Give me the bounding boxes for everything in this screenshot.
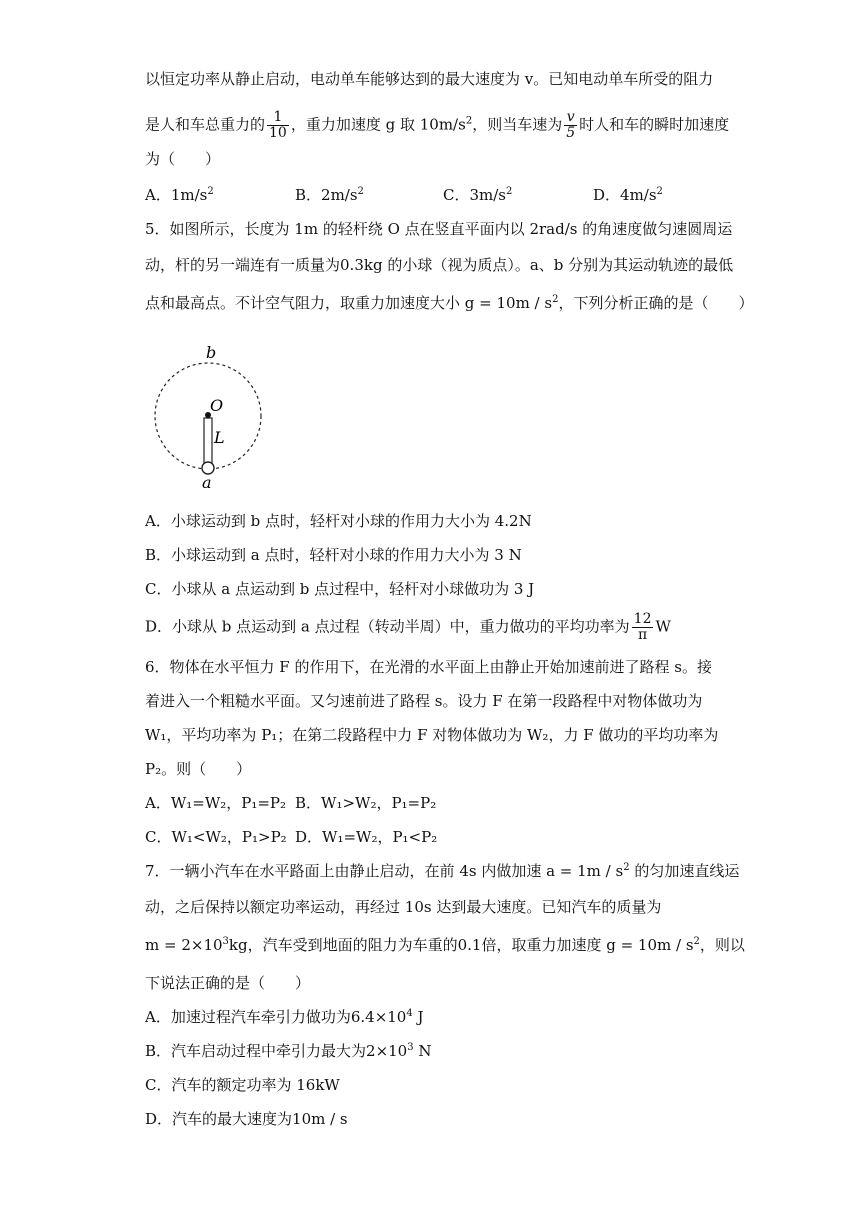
q4-option-d[interactable]: D．$4m/s^2$	[593, 186, 663, 204]
q7-option-c[interactable]: C．汽车的额定功率为 16kW	[145, 1076, 340, 1094]
q4-option-b[interactable]: B．$2m/s^2$	[295, 186, 364, 204]
circular-motion-figure	[140, 338, 280, 498]
q7-line-1: 7．一辆小汽车在水平路面上由静止启动，在前 4s 内做加速 $a = 1m / s^2$ 的匀加速直线运	[145, 862, 740, 880]
label-o: O	[210, 396, 224, 415]
q7-option-d[interactable]: D．汽车的最大速度为10m / s	[145, 1110, 348, 1128]
q6-line-4: P₂。则（ ）	[145, 760, 252, 778]
q7-option-a[interactable]: A．加速过程汽车牵引力做功为$6.4\times 10^4$ J	[145, 1008, 424, 1026]
fraction-v-over-5: $\frac{v}{5}$	[566, 109, 576, 141]
q5-option-d[interactable]: D．小球从 b 点运动到 a 点过程（转动半周）中，重力做功的平均功率为 $\frac{12}{\pi}$ W	[145, 611, 671, 643]
label-a: a	[202, 473, 212, 492]
q7-line-2: 动，之后保持以额定功率运动，再经过 10s 达到最大速度。已知汽车的质量为	[145, 898, 662, 916]
q4-line-3: 为（ ）	[145, 150, 221, 168]
q4-line-1: 以恒定功率从静止启动，电动单车能够达到的最大速度为 v。已知电动单车所受的阻力	[145, 70, 714, 88]
q6-line-1: 6．物体在水平恒力 F 的作用下，在光滑的水平面上由静止开始加速前进了路程 s。接	[145, 658, 712, 676]
q7-option-b[interactable]: B．汽车启动过程中牵引力最大为$2\times 10^3$ N	[145, 1042, 432, 1060]
q4-option-a[interactable]: A．$1m/s^2$	[145, 186, 214, 204]
q6-option-b[interactable]: B．W₁>W₂，P₁=P₂	[295, 794, 437, 812]
q4-line-2: 是人和车总重力的 $\frac{1}{10}$ ，重力加速度 g 取 $10m/s^2$，则当车速为 $\frac{v}{5}$ 时人和车的瞬时加速度	[145, 109, 730, 141]
label-l: L	[214, 428, 225, 447]
q5-option-b[interactable]: B．小球运动到 a 点时，轻杆对小球的作用力大小为 3 N	[145, 546, 522, 564]
q4-option-c[interactable]: C．$3m/s^2$	[443, 186, 513, 204]
light-rod	[204, 418, 212, 464]
q6-option-a[interactable]: A．W₁=W₂，P₁=P₂	[145, 794, 287, 812]
q7-line-3: $m = 2\times 10^3kg$，汽车受到地面的阻力为车重的0.1倍，取重力加速度 $g = 10m / s^2$，则以	[145, 936, 745, 954]
fraction-12-over-pi: $\frac{12}{\pi}$	[633, 611, 652, 643]
q6-option-c[interactable]: C．W₁<W₂，P₁>P₂	[145, 828, 287, 846]
fraction-one-tenth: $\frac{1}{10}$	[269, 109, 287, 141]
q5-line-1: 5．如图所示，长度为 1m 的轻杆绕 O 点在竖直平面内以 2rad/s 的角速度做匀速圆周运	[145, 220, 733, 238]
q5-line-3: 点和最高点。不计空气阻力，取重力加速度大小 $g = 10m / s^2$，下列分析正确的是（ ）	[145, 294, 754, 312]
q5-option-c[interactable]: C．小球从 a 点运动到 b 点过程中，轻杆对小球做功为 3 J	[145, 580, 535, 598]
q6-option-d[interactable]: D．W₁=W₂，P₁<P₂	[295, 828, 438, 846]
q5-line-2: 动，杆的另一端连有一质量为0.3kg 的小球（视为质点）。a、b 分别为其运动轨迹的最低	[145, 256, 734, 274]
q6-line-3: W₁，平均功率为 P₁；在第二段路程中力 F 对物体做功为 W₂，力 F 做功的平均功率为	[145, 726, 719, 744]
label-b: b	[206, 343, 217, 362]
q6-line-2: 着进入一个粗糙水平面。又匀速前进了路程 s。设力 F 在第一段路程中对物体做功为	[145, 692, 703, 710]
q5-option-a[interactable]: A．小球运动到 b 点时，轻杆对小球的作用力大小为 4.2N	[145, 512, 532, 530]
q7-line-4: 下说法正确的是（ ）	[145, 974, 311, 992]
